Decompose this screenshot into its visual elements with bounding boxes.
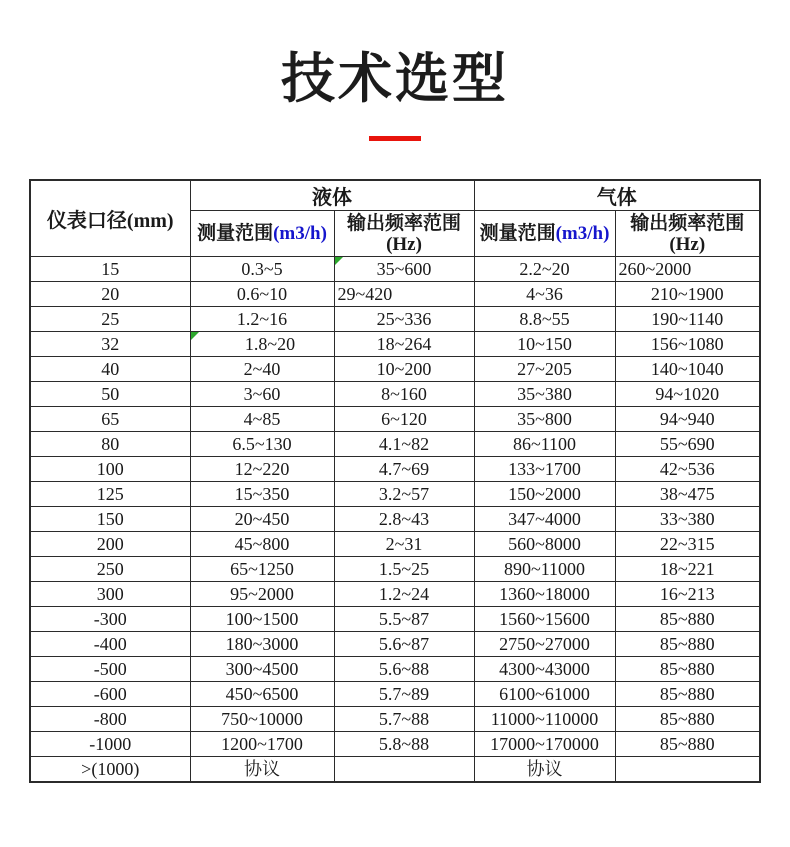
value-cell: 0.3~5: [190, 257, 334, 282]
diameter-cell: -300: [30, 607, 190, 632]
header-group-liquid: 液体: [190, 180, 474, 211]
value-cell: 86~1100: [474, 432, 615, 457]
value-cell: 2~31: [334, 532, 474, 557]
diameter-cell: 15: [30, 257, 190, 282]
diameter-cell: 250: [30, 557, 190, 582]
value-cell: 1.2~16: [190, 307, 334, 332]
diameter-cell: -600: [30, 682, 190, 707]
table-row: [30, 632, 760, 657]
value-cell: 4.1~82: [334, 432, 474, 457]
value-cell: 1200~1700: [190, 732, 334, 757]
value-cell: 4~85: [190, 407, 334, 432]
value-cell: 4300~43000: [474, 657, 615, 682]
table-row: [30, 507, 760, 532]
value-cell: 8.8~55: [474, 307, 615, 332]
diameter-cell: -800: [30, 707, 190, 732]
header-liquid-freq: [334, 211, 474, 257]
diameter-cell: 150: [30, 507, 190, 532]
value-cell: 1560~15600: [474, 607, 615, 632]
diameter-cell: 100: [30, 457, 190, 482]
value-cell: 890~11000: [474, 557, 615, 582]
value-cell: 210~1900: [615, 282, 760, 307]
value-cell: 85~880: [615, 607, 760, 632]
value-cell: 8~160: [334, 382, 474, 407]
value-cell: 85~880: [615, 657, 760, 682]
header-liquid-range-unit: (m3/h): [273, 223, 327, 245]
value-cell: 560~8000: [474, 532, 615, 557]
value-cell: 15~350: [190, 482, 334, 507]
value-cell: 27~205: [474, 357, 615, 382]
table-row: [30, 582, 760, 607]
value-cell: 2~40: [190, 357, 334, 382]
value-cell: 180~3000: [190, 632, 334, 657]
value-cell: 95~2000: [190, 582, 334, 607]
table-row: [30, 332, 760, 357]
value-cell: 260~2000: [615, 257, 760, 282]
value-cell: 11000~110000: [474, 707, 615, 732]
value-cell: 20~450: [190, 507, 334, 532]
value-cell: 6100~61000: [474, 682, 615, 707]
value-cell: 6.5~130: [190, 432, 334, 457]
table-row: [30, 657, 760, 682]
value-cell: 1.5~25: [334, 557, 474, 582]
value-cell: 35~800: [474, 407, 615, 432]
value-cell: 3.2~57: [334, 482, 474, 507]
header-gas-freq-unit: (Hz): [669, 233, 706, 255]
value-cell: 2750~27000: [474, 632, 615, 657]
value-cell: 25~336: [334, 307, 474, 332]
table-row: [30, 407, 760, 432]
value-cell: 38~475: [615, 482, 760, 507]
value-cell: 4.7~69: [334, 457, 474, 482]
value-cell: 5.7~88: [334, 707, 474, 732]
value-cell: 450~6500: [190, 682, 334, 707]
table-row: [30, 757, 760, 783]
value-cell: 5.5~87: [334, 607, 474, 632]
diameter-cell: >(1000): [30, 757, 190, 783]
table-row: [30, 307, 760, 332]
value-cell: 1360~18000: [474, 582, 615, 607]
value-cell: 6~120: [334, 407, 474, 432]
value-cell: 18~221: [615, 557, 760, 582]
table-header: [30, 180, 760, 257]
diameter-cell: 32: [30, 332, 190, 357]
value-cell: 94~1020: [615, 382, 760, 407]
header-group-gas: 气体: [474, 180, 760, 211]
spec-table: [29, 179, 761, 783]
value-cell: 4~36: [474, 282, 615, 307]
header-gas-freq-label: 输出频率范围: [630, 212, 745, 234]
value-cell: 85~880: [615, 732, 760, 757]
value-cell: 22~315: [615, 532, 760, 557]
value-cell: 17000~170000: [474, 732, 615, 757]
header-liquid-freq-unit: (Hz): [386, 233, 422, 255]
header-gas-freq: [615, 211, 760, 257]
value-cell: 5.6~88: [334, 657, 474, 682]
table-row: [30, 282, 760, 307]
value-cell: 35~600: [334, 257, 474, 282]
diameter-cell: 20: [30, 282, 190, 307]
value-cell: 10~150: [474, 332, 615, 357]
table-body: [30, 257, 760, 783]
value-cell: [334, 757, 474, 783]
header-liquid-range-label: 测量范围: [197, 223, 274, 245]
value-cell: 94~940: [615, 407, 760, 432]
value-cell: 140~1040: [615, 357, 760, 382]
value-cell: 156~1080: [615, 332, 760, 357]
value-cell: 协议: [190, 757, 334, 783]
header-gas-range: [474, 211, 615, 257]
table-row: [30, 357, 760, 382]
table-row: [30, 682, 760, 707]
value-cell: 347~4000: [474, 507, 615, 532]
value-cell: 29~420: [334, 282, 474, 307]
value-cell: 133~1700: [474, 457, 615, 482]
value-cell: [615, 757, 760, 783]
value-cell: 750~10000: [190, 707, 334, 732]
value-cell: 85~880: [615, 682, 760, 707]
table-row: [30, 607, 760, 632]
table-row: [30, 732, 760, 757]
value-cell: 45~800: [190, 532, 334, 557]
table-row: [30, 257, 760, 282]
header-diameter: 仪表口径(mm): [30, 180, 190, 257]
diameter-cell: 200: [30, 532, 190, 557]
value-cell: 55~690: [615, 432, 760, 457]
table-row: [30, 532, 760, 557]
diameter-cell: -1000: [30, 732, 190, 757]
diameter-cell: -400: [30, 632, 190, 657]
table-row: [30, 457, 760, 482]
header-gas-range-label: 测量范围: [479, 223, 556, 245]
group-header-row: [30, 180, 760, 211]
value-cell: 10~200: [334, 357, 474, 382]
diameter-cell: 50: [30, 382, 190, 407]
value-cell: 5.8~88: [334, 732, 474, 757]
value-cell: 12~220: [190, 457, 334, 482]
value-cell: 3~60: [190, 382, 334, 407]
value-cell: 协议: [474, 757, 615, 783]
value-cell: 100~1500: [190, 607, 334, 632]
value-cell: 1.8~20: [190, 332, 334, 357]
value-cell: 300~4500: [190, 657, 334, 682]
value-cell: 35~380: [474, 382, 615, 407]
value-cell: 5.7~89: [334, 682, 474, 707]
value-cell: 2.2~20: [474, 257, 615, 282]
table-row: [30, 382, 760, 407]
table-row: [30, 432, 760, 457]
diameter-cell: -500: [30, 657, 190, 682]
value-cell: 65~1250: [190, 557, 334, 582]
header-liquid-freq-label: 输出频率范围: [346, 212, 461, 234]
table-row: [30, 482, 760, 507]
value-cell: 1.2~24: [334, 582, 474, 607]
value-cell: 5.6~87: [334, 632, 474, 657]
value-cell: 16~213: [615, 582, 760, 607]
value-cell: 18~264: [334, 332, 474, 357]
value-cell: 150~2000: [474, 482, 615, 507]
value-cell: 42~536: [615, 457, 760, 482]
title-underline: [369, 136, 421, 141]
value-cell: 85~880: [615, 707, 760, 732]
diameter-cell: 65: [30, 407, 190, 432]
diameter-cell: 80: [30, 432, 190, 457]
table-row: [30, 707, 760, 732]
diameter-cell: 40: [30, 357, 190, 382]
value-cell: 33~380: [615, 507, 760, 532]
value-cell: 2.8~43: [334, 507, 474, 532]
diameter-cell: 300: [30, 582, 190, 607]
value-cell: 190~1140: [615, 307, 760, 332]
diameter-cell: 125: [30, 482, 190, 507]
header-gas-range-unit: (m3/h): [555, 223, 610, 245]
diameter-cell: 25: [30, 307, 190, 332]
page-title: 技术选型: [281, 49, 509, 109]
header-liquid-range: [190, 211, 334, 257]
table-row: [30, 557, 760, 582]
value-cell: 0.6~10: [190, 282, 334, 307]
value-cell: 85~880: [615, 632, 760, 657]
